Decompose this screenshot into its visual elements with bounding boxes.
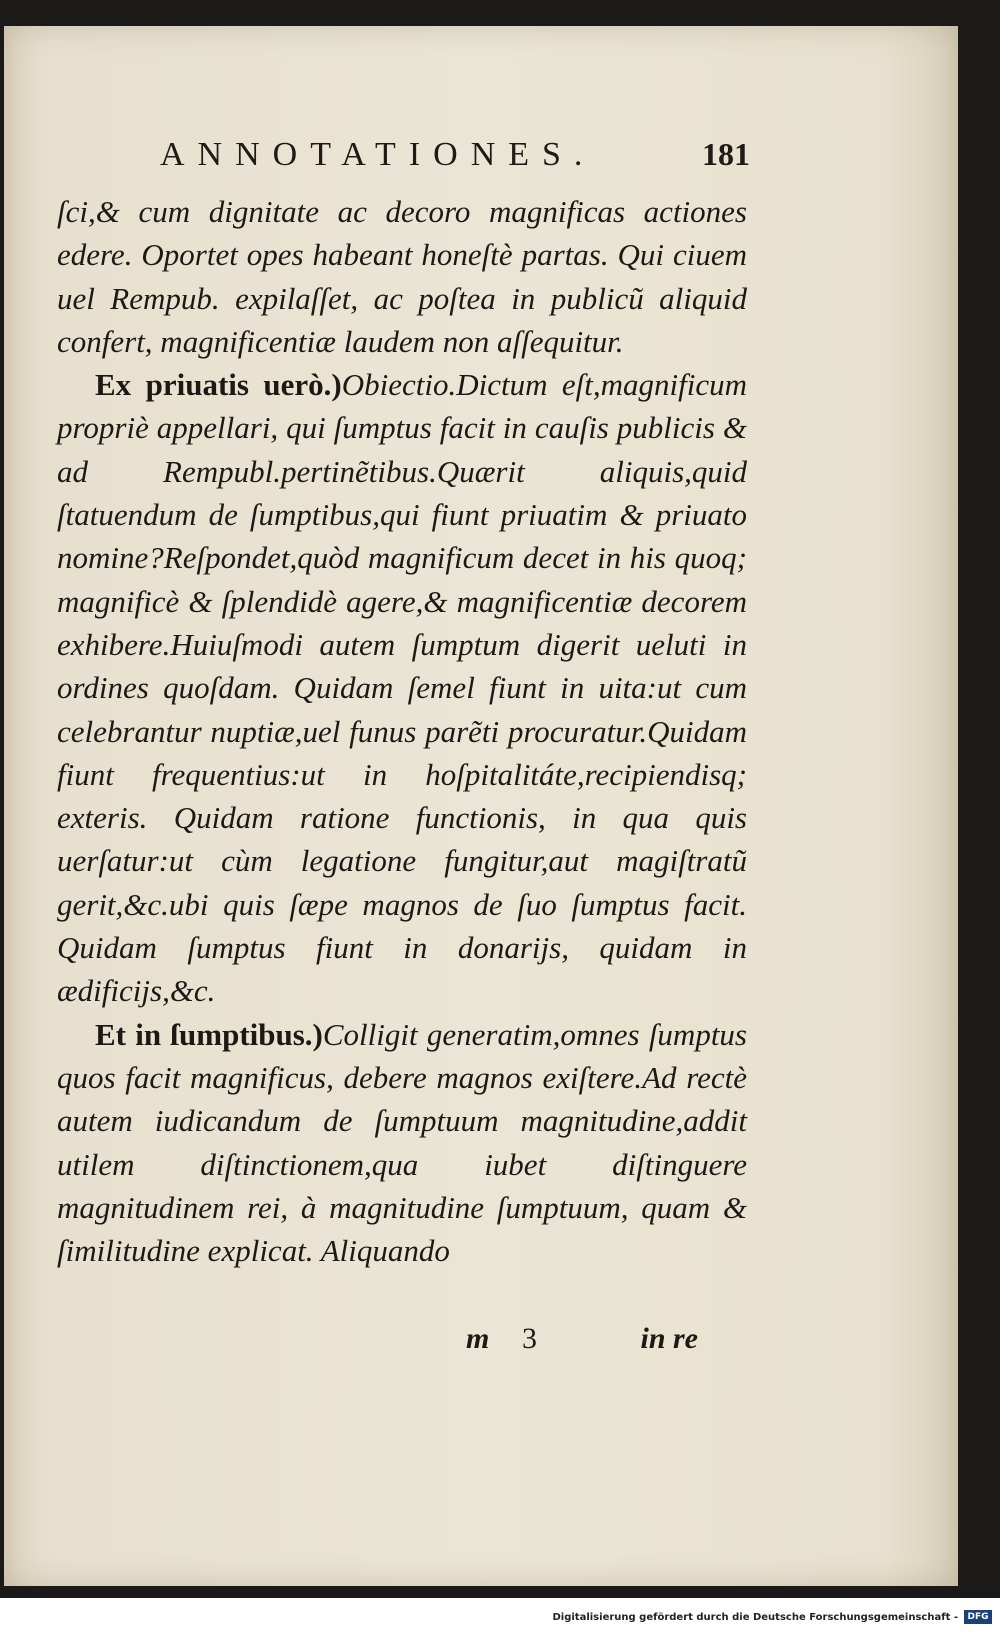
funding-credit: Digitalisierung gefördert durch die Deutsche Forschungsgemeinschaft - [552, 1612, 958, 1623]
page-number: 181 [702, 136, 750, 172]
signature-mark: m [466, 1322, 490, 1355]
paragraph-3 [57, 1013, 747, 1273]
body-text [57, 190, 747, 1272]
paragraph-2-text: Obiectio.Dictum eſt,magnificum propriè appellari, qui ſumptus facit in cauſis publicis & ad Rempubl.pertinẽtibus.Quærit aliquis,quid ſtatuendum de ſumptibus,qui fiunt priuatim & priuato nomine?Reſpondet,quòd magnificum decet in his quoq; magnificè & ſplendidè agere,& magnificentiæ decorem exhibere.Huiuſmodi autem ſumptum digerit ueluti in ordines quoſdam. Quidam ſemel fiunt in uita:ut cum celebrantur nuptiæ,uel funus parẽti procuratur.Quidam fiunt frequentius:ut in hoſpitalitáte,recipiendisq; exteris. Quidam ratione functionis, in qua quis uerſatur:ut cùm legatione fungitur,aut magiſtratũ gerit,&c.ubi quis ſæpe magnos de ſuo ſumptus facit. Quidam ſumptus fiunt in donarijs, quidam in ædificijs,&c. [57, 367, 747, 1009]
paragraph-1 [57, 190, 747, 363]
paragraph-1-text: ſci,& cum dignitate ac decoro magnificas actiones edere. Oportet opes habeant honeſtè partas. Qui ciuem uel Rempub. expilaſſet, ac poſtea in publicũ aliquid confert, magnificentiæ laudem non aſſequitur. [57, 194, 747, 359]
paragraph-2 [57, 363, 747, 1012]
paragraph-3-text: Colligit generatim,omnes ſumptus quos facit magnificus, debere magnos exiſtere.Ad rectè autem iudicandum de ſumptuum magnitudine,addit utilem diſtinctionem,qua iubet diſtinguere magnitudinem rei, à magnitudine ſumptuum, quam & ſimilitudine explicat. Aliquando [57, 1016, 747, 1269]
running-head [160, 136, 750, 186]
dfg-logo-icon: DFG [964, 1610, 992, 1624]
running-title: ANNOTATIONES. [160, 136, 596, 173]
signature-number: 3 [522, 1322, 537, 1355]
footer-bar [0, 1598, 1000, 1635]
catchword: in re [640, 1322, 698, 1355]
signature-line [466, 1322, 746, 1366]
paragraph-2-lemma: Ex priuatis uerò.) [95, 367, 342, 403]
paragraph-3-lemma: Et in ſumptibus.) [95, 1016, 323, 1052]
